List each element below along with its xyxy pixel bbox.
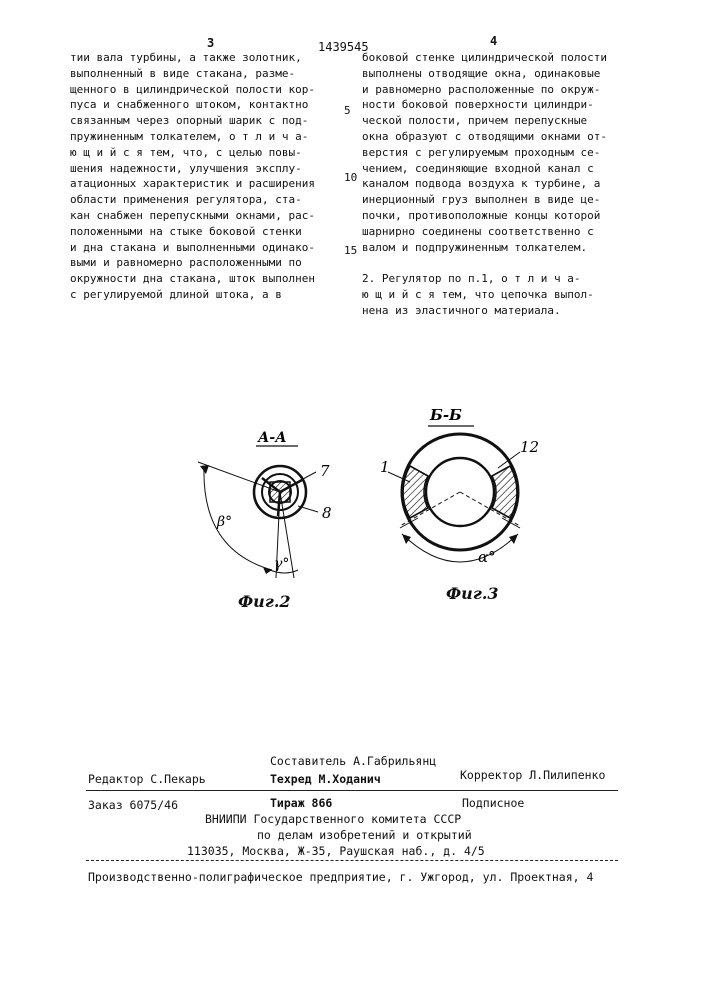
text-line: валом и подпружиненным толкателем. [362,240,620,256]
text-line: почки, противоположные концы которой [362,208,620,224]
text-line: нена из эластичного материала. [362,303,620,319]
left-text-column [70,50,340,303]
text-line: выполнены отводящие окна, одинаковые [362,66,620,82]
text-line: инерционный груз выполнен в виде це- [362,192,620,208]
text-line: ю щ и й с я тем, что, с целью повы- [70,145,340,161]
patent-number: 1439545 [318,40,369,54]
footer-rule-bottom [86,860,618,861]
text-line: кан снабжен перепускными окнами, рас- [70,208,340,224]
fig3-alpha-arc [402,534,518,562]
footer-tech-editor: Техред М.Ходанич [270,772,381,786]
footer-order: Заказ 6075/46 [88,798,178,812]
text-line: выполненный в виде стакана, разме- [70,66,340,82]
footer-subscription: Подписное [462,796,524,810]
text-line: и дна стакана и выполненными одинако- [70,240,340,256]
fig3-angle-alpha: α° [478,548,496,566]
text-line: связанным через опорный шарик с под- [70,113,340,129]
text-line: области применения регулятора, ста- [70,192,340,208]
figure-3-drawing [370,400,550,580]
footer-printer: Производственно-полиграфическое предприятие, г. Ужгород, ул. Проектная, 4 [88,870,593,884]
page-number-right: 4 [490,34,497,48]
footer-corrector: Корректор Л.Пилипенко [460,768,605,782]
text-line: пуса и снабженного штоком, контактно [70,97,340,113]
line-number-15: 15 [344,244,357,257]
page-number-left: 3 [207,36,214,50]
text-line [362,255,620,271]
fig3-callout-12: 12 [520,438,539,456]
text-line: атационных характеристик и расширения [70,176,340,192]
text-line: каналом подвода воздуха к турбине, а [362,176,620,192]
footer-circulation: Тираж 866 [270,796,332,810]
text-line: положенными на стыке боковой стенки [70,224,340,240]
fig3-left-sector [403,466,428,518]
footer-rule-top [86,790,618,791]
text-line: выми и равномерно расположенными по [70,255,340,271]
text-line: ности боковой поверхности цилиндри- [362,97,620,113]
footer-org-line1: ВНИИПИ Государственного комитета СССР [205,812,461,826]
fig3-right-sector [492,466,517,518]
figure-2-drawing [190,420,340,600]
text-line: чением, соединяющие входной канал с [362,161,620,177]
fig2-callout-8: 8 [322,504,332,522]
text-line: 2. Регулятор по п.1, о т л и ч а- [362,271,620,287]
fig2-angle-beta: β° [216,514,232,530]
text-line: боковой стенке цилиндрической полости [362,50,620,66]
text-line: щенного в цилиндрической полости кор- [70,82,340,98]
line-number-5: 5 [344,104,351,117]
text-line: тии вала турбины, а также золотник, [70,50,340,66]
text-line: и равномерно расположенные по окруж- [362,82,620,98]
text-line: шарнирно соединены соответственно с [362,224,620,240]
text-line: шения надежности, улучшения эксплу- [70,161,340,177]
text-line: окружности дна стакана, шток выполнен [70,271,340,287]
text-line: верстия с регулируемым проходным се- [362,145,620,161]
footer-editor: Редактор С.Пекарь [88,772,206,786]
fig3-callout-1: 1 [380,458,390,476]
footer-org-line2: по делам изобретений и открытий [257,828,472,842]
fig2-callout-7: 7 [320,462,330,480]
line-number-10: 10 [344,171,357,184]
footer-org-line3: 113035, Москва, Ж-35, Раушская наб., д. 4/5 [187,844,485,858]
fig3-section-label: Б-Б [429,406,462,424]
figure-2-caption: Фиг.2 [238,592,291,611]
fig2-angle-gamma: γ° [274,556,289,572]
fig2-section-label: А-А [257,430,287,446]
text-line: ю щ и й с я тем, что цепочка выпол- [362,287,620,303]
text-line: ческой полости, причем перепускные [362,113,620,129]
text-line: пружиненным толкателем, о т л и ч а- [70,129,340,145]
figure-3-caption: Фиг.3 [446,584,499,603]
text-line: окна образуют с отводящими окнами от- [362,129,620,145]
footer-compiler: Составитель А.Габрильянц [270,754,436,768]
text-line: с регулируемой длиной штока, а в [70,287,340,303]
right-text-column [362,50,620,319]
fig2-beta-arc [204,468,272,570]
